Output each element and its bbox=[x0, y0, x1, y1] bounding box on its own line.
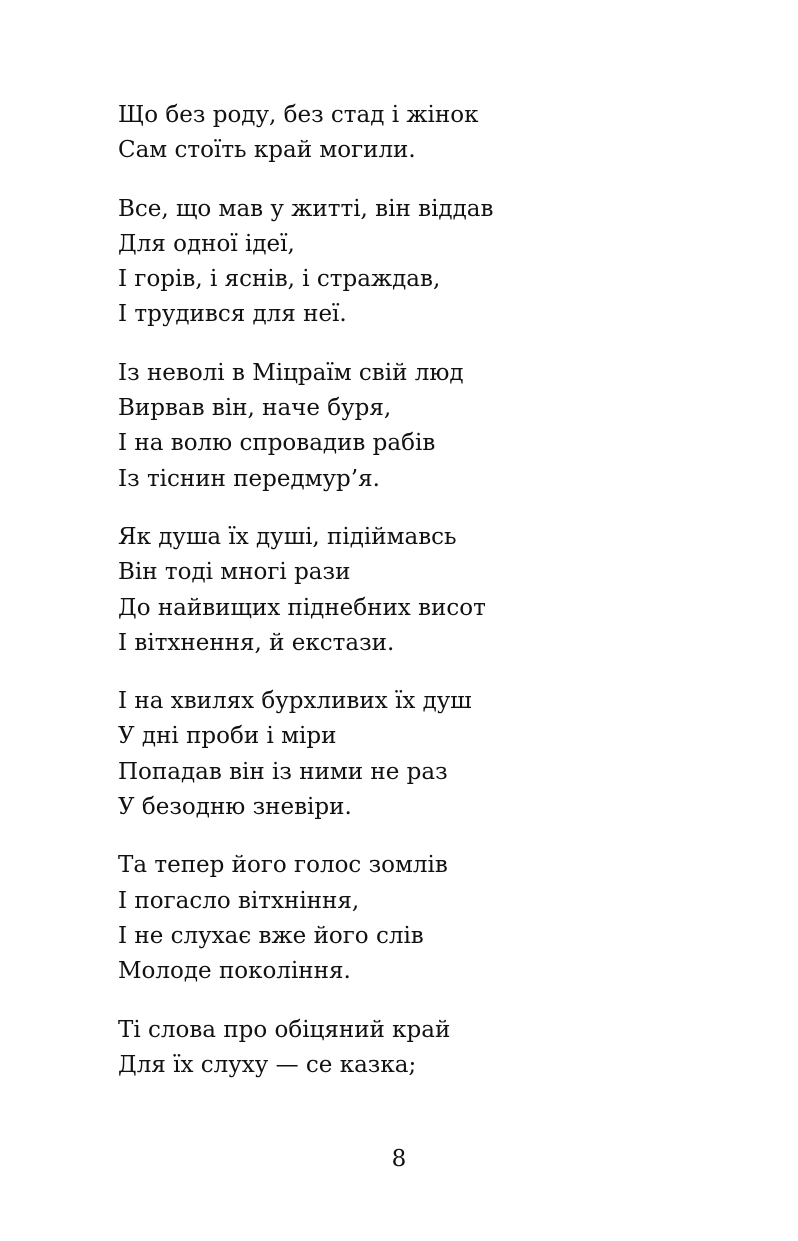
poem-line: Як душа їх душі, підіймавсь bbox=[118, 523, 457, 550]
stanza bbox=[118, 98, 738, 169]
stanza bbox=[118, 192, 738, 333]
poem-line: Та тепер його голос зомлів bbox=[118, 852, 448, 879]
page-number: 8 bbox=[391, 1146, 407, 1172]
poem-line: У безодню зневіри. bbox=[118, 794, 352, 821]
poem-line: Для їх слуху — се казка; bbox=[118, 1051, 417, 1078]
stanza bbox=[118, 356, 738, 497]
poem-text bbox=[118, 98, 738, 1106]
poem-line: Вирвав він, наче буря, bbox=[118, 395, 392, 422]
poem-line: У дні проби і міри bbox=[118, 723, 337, 750]
poem-line: Ті слова про обіцяний край bbox=[118, 1016, 451, 1043]
poem-line: І на хвилях бурхливих їх душ bbox=[118, 688, 472, 715]
poem-line: І не слухає вже його слів bbox=[118, 922, 424, 949]
poem-line: Попадав він із ними не раз bbox=[118, 758, 448, 785]
poem-line: Для одної ідеї, bbox=[118, 230, 295, 257]
stanza bbox=[118, 520, 738, 661]
poem-line: І на волю спровадив рабів bbox=[118, 430, 436, 457]
poem-line: Із тіснин передмур’я. bbox=[118, 465, 380, 492]
poem-line: І горів, і яснів, і страждав, bbox=[118, 266, 441, 293]
poem-line: Що без роду, без стад і жінок bbox=[118, 102, 479, 128]
poem-line: Все, що мав у житті, він віддав bbox=[118, 195, 494, 222]
stanza bbox=[118, 848, 738, 989]
poem-line: І трудився для неї. bbox=[118, 301, 347, 328]
poem-line: Сам стоїть край могили. bbox=[118, 137, 416, 164]
poem-line: До найвищих піднебних висот bbox=[118, 594, 486, 621]
poem-line: Він тоді многі рази bbox=[118, 559, 351, 586]
poem-line: Молоде покоління. bbox=[118, 958, 351, 985]
stanza bbox=[118, 1013, 738, 1084]
poem-line: Із неволі в Міцраїм свій люд bbox=[118, 359, 464, 386]
poem-line: І погасло вітхніння, bbox=[118, 887, 360, 914]
poem-line: І вітхнення, й екстази. bbox=[118, 629, 395, 656]
stanza bbox=[118, 684, 738, 825]
